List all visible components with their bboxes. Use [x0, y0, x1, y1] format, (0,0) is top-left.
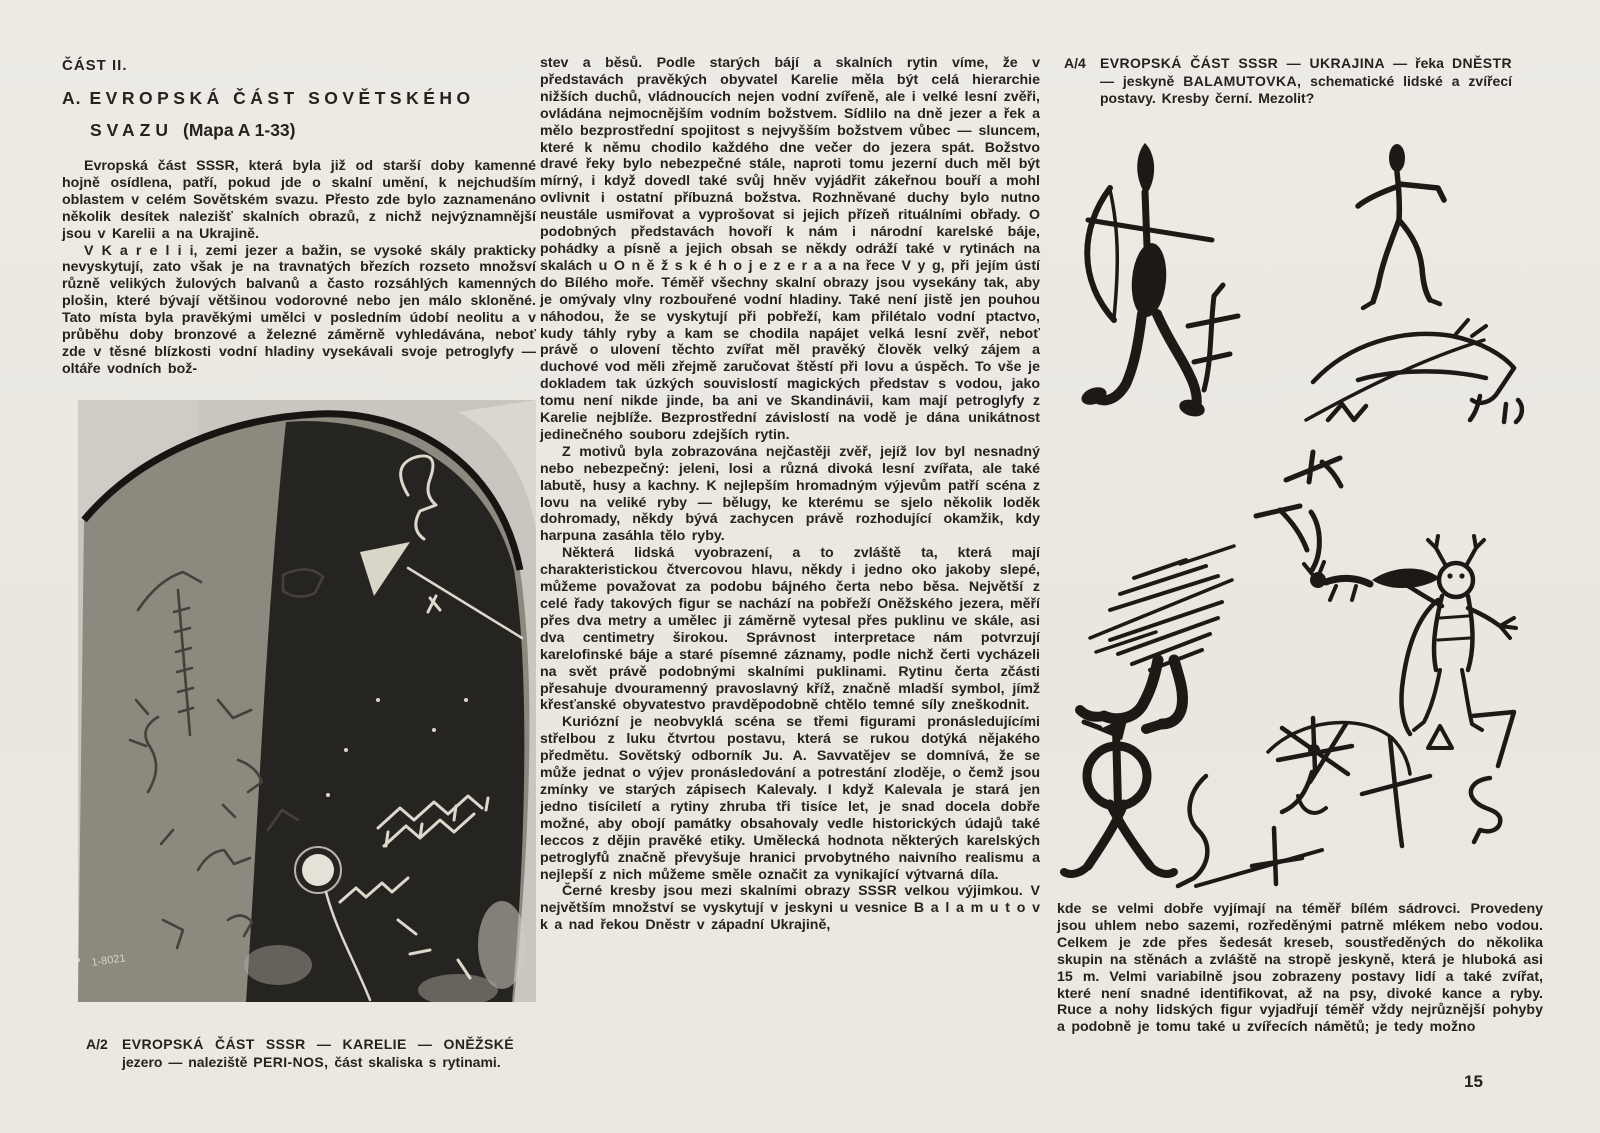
petroglyph-photo: [78, 400, 536, 1002]
right-column-text: [1057, 901, 1543, 1036]
left-column-text: [62, 158, 536, 378]
paragraph: Evropská část SSSR, která byla již od starší doby kamenné hojně osídlena, patří, pokud jde o skalní umění, k nejchudším oblastem v celém Sovětském svazu. Přesto zde bylo zaznamenáno několik desítek nalezišť skalních obrazů, z nichž nejvýznamnější jsou v Karelii a na Ukrajině.: [62, 158, 536, 242]
angular-symbols-figure: [1428, 712, 1514, 842]
left-column: [62, 57, 536, 378]
paragraph: Kuriózní je neobvyklá scéna se třemi figurami pronásledujícími střelbou z luku čtvrtou postavu, která se rukou dotýká nějakého předmětu. Sovětský odborník Ju. A. Savvatějev se domnívá, že se může jednat o výjev pronásledování a potrestání zloděje, o čemž jsou zmínky ve starých zápisech Kalevaly. I když Kalevala je stará jen jedno tisíciletí a rytiny zhruba tři tisíce let, je snad docela dobře možné, aby obojí památky obsahovaly vedle historických údajů také leccos z dějin pravěké etiky. Umělecká hodnota některých karelských petroglyfů značně převyšuje hranici prvobytného naivního realismu a nejlepší z nich můžeme směle označit za vynikající výtvarná díla.: [540, 714, 1040, 883]
caption-a2: [86, 1036, 514, 1071]
caption-a2-text: EVROPSKÁ ČÁST SSSR — KARELIE — ONĚŽSKÉ jezero — naleziště PERI-NOS, část skaliska s rytinami.: [122, 1036, 514, 1070]
caption-a4-text: EVROPSKÁ ČÁST SSSR — UKRAJINA — řeka DNĚSTR — jeskyně BALAMUTOVKA, schematické lidské a zvířecí postavy. Kresby černí. Mezolit?: [1100, 55, 1512, 106]
paragraph: Z motivů byla zobrazována nejčastěji zvěř, jejíž lov byl nesnadný nebo nebezpečný: jeleni, losi a různá divoká lesní zvířata, ale také labutě, husy a kachny. K nejlepším hromadným výjevům patří scéna z lovu na veliké ryby — bělugy, ke kterému se sjelo několik loděk dohromady, někdy bývá zachycen právě rozhodující okamžik, kdy harpuna zasáhla tělo ryby.: [540, 443, 1040, 545]
photo-corner-label: 1-8021: [90, 952, 127, 969]
cave-drawings-image: [1060, 128, 1545, 893]
paragraph: V K a r e l i i, zemi jezer a bažin, se vysoké skály prakticky nevyskytují, zato však je na travnatých březích rozseto množsví různě velikých žulových balvanů a často rozsáhlých kamenných plošin, které bývají většinou vodorovné nebo jen málo skloněné. Tato místa byla pravěkými umělci v posledním údobí neolitu a v průběhu doby bronzové a železné záměrně vyhledávána, neboť zde v těsné blízkosti vodní hladiny vysekávali svoje petroglyfy — oltáře vodních bož-: [62, 242, 536, 377]
heading-map-ref: (Mapa A 1-33): [183, 120, 296, 140]
hatched-person-figure: [1080, 546, 1234, 729]
cave-drawings: [1060, 128, 1545, 893]
boar-figure: [1306, 320, 1522, 422]
small-cross-figure: [1188, 285, 1238, 390]
abstract-lines-figure: [1178, 718, 1430, 886]
section-kicker: ČÁST II.: [62, 57, 128, 74]
paragraph: Některá lidská vyobrazení, a to zvláště ta, která mají charakteristickou čtvercovou hlavu, někdy i jedno oko jakoby slepé, můžeme považovat za podobu bájného čerta nebo běsa. Největší z celé řady takových figur se nachází na pobřeží Oněžského jezera, měří přes dva metry a umělec ji záměrně vytesal přes puklinu ve skále, asi dva centimetry širokou. Správnost interpretace nám potvrzují karelofinské báje a staré písemné záznamy, podle nichž čerti vycházeli na svět právě podobnými skalními puklinami. Rytinu čerta zčásti přesahuje dvouramenný pravoslavný kříž, značně mladší symbol, jímž křesťanské obyvatestvo pravděpodobně chtělo temné síly zneškodnit.: [540, 545, 1040, 714]
page-number: 15: [1464, 1072, 1483, 1091]
loop-person-figure: [1064, 716, 1174, 874]
middle-column: [540, 55, 1040, 934]
rock-dark-face: [246, 421, 524, 1002]
paragraph: stev a běsů. Podle starých bájí a skalních rytin víme, že v představách pravěkých obyvatel Karelie měla být celá hierarchie nižších duchů, vládnoucích nejen vodní zvířeně, ale i velké lesní zvěři, ovládána nejmocnějším vodním božstvem. Sídlilo na dně jezer a řek a mělo bezprostřední spojitost s nejvyšším božstvem vůbec — sluncem, které k němu chodilo každého dne večer do jezera spát. Božstvo dravé řeky bylo nebezpečné stále, naproti tomu jezerní duch měl být mírný, i když dovedl také svůj hněv vyjádřit zákeřnou bouří a mohl ovlivnit i ostatní příbuzná božstva. Rozhněvané duchy bylo nutno neustále usmiřovat a vyprošovat si jejich přízeň rituálními obřady. O podobných představách hovoří k nám i národní karelské báje, pohádky a písně a jejich obsah se někdy odráží také v rytinách na skalách u O n ě ž s k é h o j e z e r a a na řece V y g, při jejím ústí do Bílého moře. Téměř všechny skalní obrazy jsou vysekány tak, aby je omývaly vlny rozbouřené vodní hladiny. Také není jistě jen pouhou náhodou, že se vyskytují při pobřeží, kam přilétalo vodní ptactvo, kudy táhly ryby a kam se chodila napájet velká lesní zvěř, neboť právě o ulovení těchto zvířat měl pravěký člověk velký zájem a duchové vod měli zřejmě zaručovat štěstí při lovu a úspěch. To vše je dokladem tak úzkých souvislostí magických představ s vodou, jako tomu není nikde jinde, ba ani ve Skandinávii, kam mají petroglyfy z Karelie nejblíže. Bezprostřední závislostí na vodě je dána unikátnost jedinečného souboru zdejších rytin.: [540, 55, 1040, 443]
archer-figure: [1079, 143, 1212, 419]
section-heading-line2: [62, 120, 536, 141]
stick-person-figure: [1358, 144, 1444, 308]
heading-prefix: A.: [62, 88, 82, 108]
caption-a4-label: A/4: [1064, 55, 1086, 71]
heading-text: EVROPSKÁ ČÁST SOVĚTSKÉHO: [89, 88, 475, 108]
paragraph: Černé kresby jsou mezi skalními obrazy SSSR velkou výjimkou. V největším množství se vyskytují v jeskyni u vesnice B a l a m u t o v k a nad řekou Dněstr v západní Ukrajině,: [540, 883, 1040, 934]
petroglyph-photo-image: [78, 400, 536, 1002]
horned-person-and-animal-figure: [1304, 536, 1516, 734]
section-heading-line1: [62, 88, 536, 109]
caption-a2-label: A/2: [86, 1036, 108, 1052]
paragraph: kde se velmi dobře vyjímají na téměř bílém sádrovci. Provedeny jsou uhlem nebo sazemi, rozředěnými patrně mlékem nebo vodou. Celkem je zde přes šedesát kreseb, soustředěných do několika skupin na stěnách a zvláště na stropě jeskyně, která je hluboká asi 15 m. Velmi variabilně jsou zobrazeny postavy lidí a také zvířat, které není snadné identifikovat, až na psy, divoké kance a ryby. Ruce a nohy lidských figur vyjadřují téměř vždy nejrůznější pohyby a podobně je tomu také u zvířecích námětů; je tedy možno: [1057, 901, 1543, 1036]
caption-a4: [1064, 55, 1512, 108]
bird-figures: [1256, 452, 1341, 570]
heading-svazu: SVAZU: [90, 120, 174, 140]
